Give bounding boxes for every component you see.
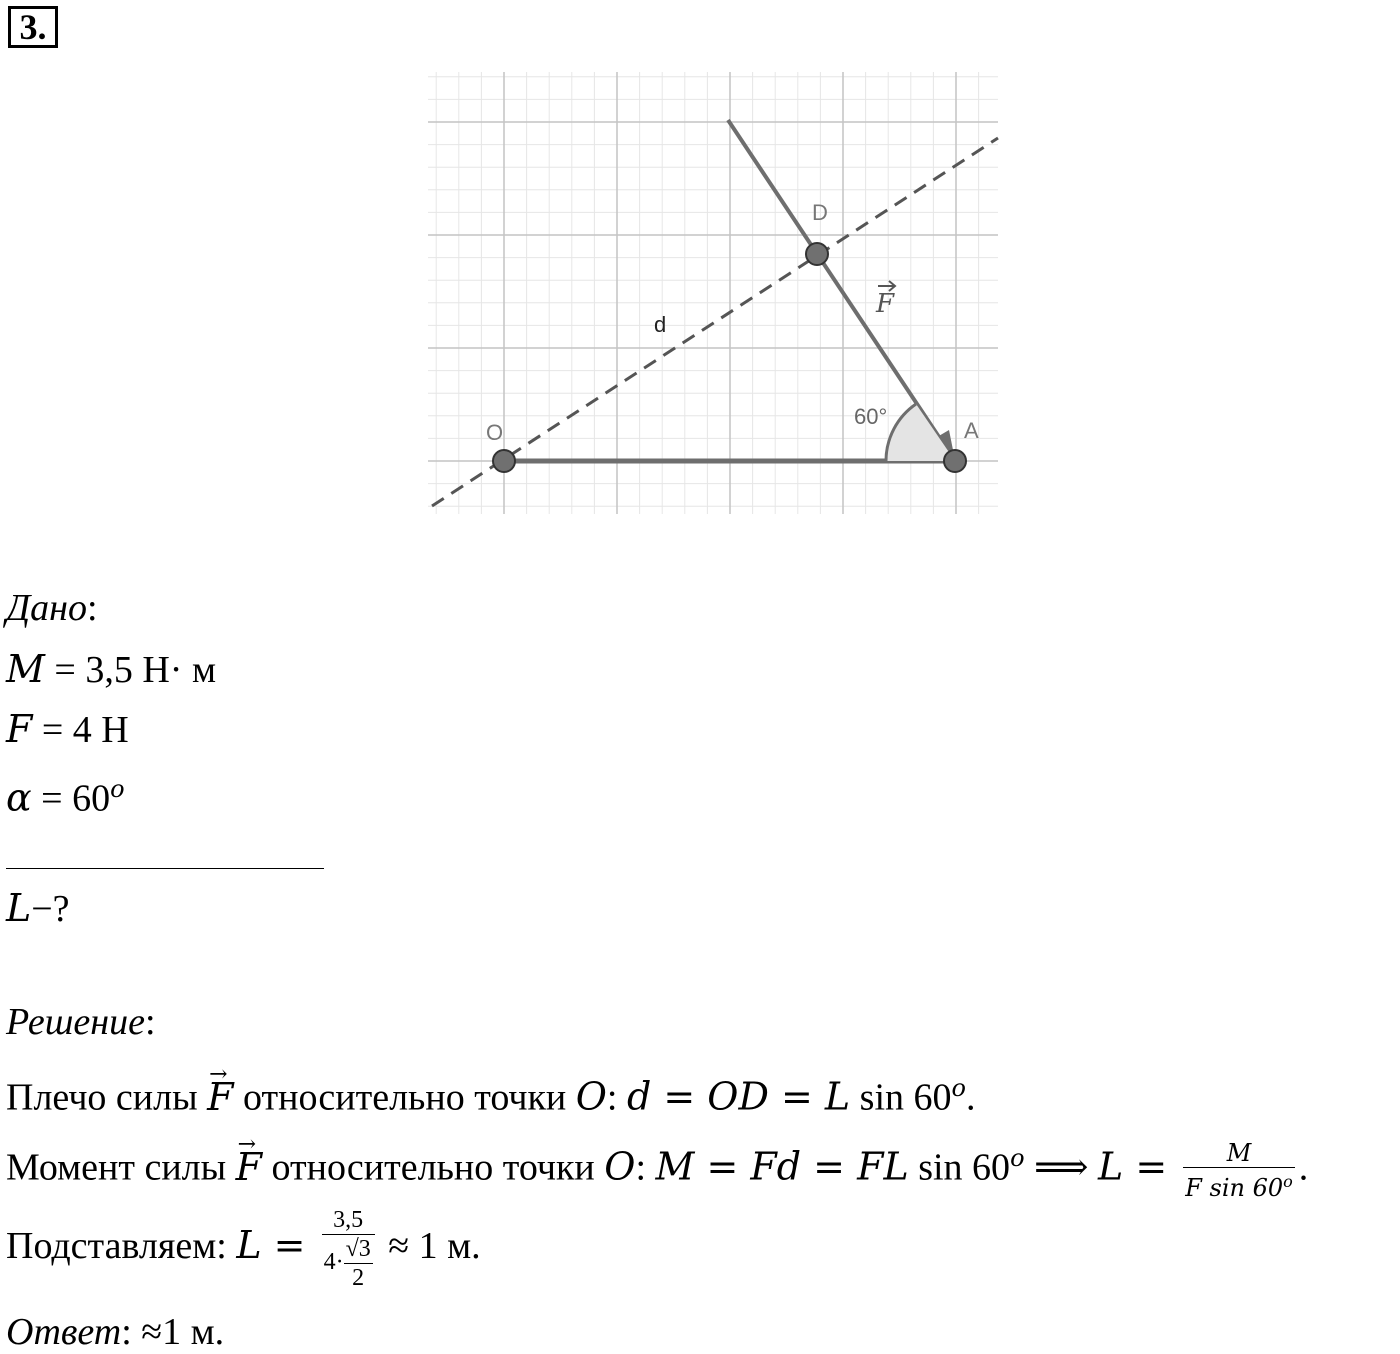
sol1-sin: sin 60 <box>850 1076 952 1119</box>
sol2-frac-num: M <box>1183 1139 1295 1168</box>
label-f: F <box>876 289 895 319</box>
sol1-vector-f: → F <box>207 1075 233 1119</box>
given-sup-alpha: o <box>110 775 125 803</box>
sol1-point: O <box>575 1074 607 1119</box>
given-divider <box>6 868 324 869</box>
sol3-frac-num: 3,5 <box>322 1206 375 1235</box>
label-a: A <box>964 418 979 443</box>
answer-value: ≈1 м. <box>141 1311 225 1353</box>
task-number: 3. <box>8 6 58 48</box>
find-rest: −? <box>31 888 70 930</box>
find-var: L <box>6 886 32 930</box>
point-d <box>806 243 828 265</box>
solution-line-2 <box>6 1128 1308 1202</box>
sol2-end: . <box>1298 1146 1309 1189</box>
sol1-text-b: относительно точки <box>233 1076 576 1119</box>
sol1-sup: o <box>951 1074 966 1102</box>
sol1-text-c: : <box>606 1076 627 1119</box>
label-d-arm: d <box>654 312 667 337</box>
given-heading <box>6 586 98 630</box>
sol2-arrow: ⟹ <box>1024 1146 1098 1189</box>
given-eq-alpha: = 60 <box>31 777 111 820</box>
given-var-m: M <box>6 647 45 691</box>
force-diagram <box>420 68 1005 520</box>
sol3-frac-den <box>322 1235 375 1292</box>
sol3-inner-fraction <box>344 1235 373 1292</box>
given-var-alpha: α <box>6 775 32 820</box>
given-colon: : <box>87 587 98 629</box>
sol1-formula: d = OD = L <box>626 1074 851 1119</box>
angle-sector <box>886 404 955 461</box>
sol2-vector-f: → F <box>236 1137 262 1197</box>
sol2-lhs: L = <box>1098 1144 1180 1189</box>
sol2-point: O <box>604 1144 636 1189</box>
label-angle: 60° <box>854 404 888 429</box>
sol3-inner-num: √3 <box>345 1236 371 1263</box>
given-line-alpha <box>6 767 125 821</box>
sol1-text-a: Плечо силы <box>6 1076 208 1119</box>
given-heading-text: Дано <box>6 587 88 629</box>
given-var-f: F <box>6 707 33 751</box>
sol3-text: Подставляем: <box>6 1225 237 1267</box>
sol2-sin: sin 60 <box>908 1146 1011 1189</box>
given-line-m <box>6 647 216 692</box>
solution-line-3 <box>6 1200 481 1292</box>
sol2-frac-den-sup: o <box>1283 1172 1293 1192</box>
sol3-fraction <box>322 1206 375 1292</box>
answer-label: Ответ <box>6 1311 122 1353</box>
sol1-end: . <box>965 1076 976 1119</box>
find-line <box>6 886 70 931</box>
sol2-sup: o <box>1010 1144 1025 1172</box>
sol2-text-a: Момент силы <box>6 1146 236 1189</box>
point-o <box>493 450 515 472</box>
solution-colon: : <box>144 1001 156 1043</box>
given-eq-f: = 4 Н <box>32 709 129 751</box>
sol2-formula: M = Fd = FL <box>655 1144 909 1189</box>
answer-colon: : <box>121 1311 142 1353</box>
sol3-inner-den: 2 <box>352 1265 365 1292</box>
sol2-text-b: относительно точки <box>262 1146 605 1189</box>
sol2-text-c: : <box>635 1146 656 1189</box>
sol3-lhs: L = <box>236 1223 318 1267</box>
given-eq-m: = 3,5 Н· м <box>44 649 216 691</box>
sol3-approx: ≈ 1 м. <box>378 1225 481 1267</box>
given-line-f <box>6 707 129 752</box>
sol2-frac-den <box>1183 1168 1295 1202</box>
solution-heading <box>6 1000 156 1044</box>
point-a <box>944 450 966 472</box>
label-o: O <box>486 420 504 445</box>
answer-line <box>6 1310 224 1354</box>
solution-line-1 <box>6 1066 975 1120</box>
sol3-den-pre: 4· <box>323 1249 344 1276</box>
sol2-fraction <box>1183 1139 1295 1202</box>
label-d-point: D <box>812 200 828 225</box>
solution-heading-text: Решение <box>6 1001 145 1043</box>
sol2-frac-den-text: F sin 60 <box>1185 1174 1284 1203</box>
